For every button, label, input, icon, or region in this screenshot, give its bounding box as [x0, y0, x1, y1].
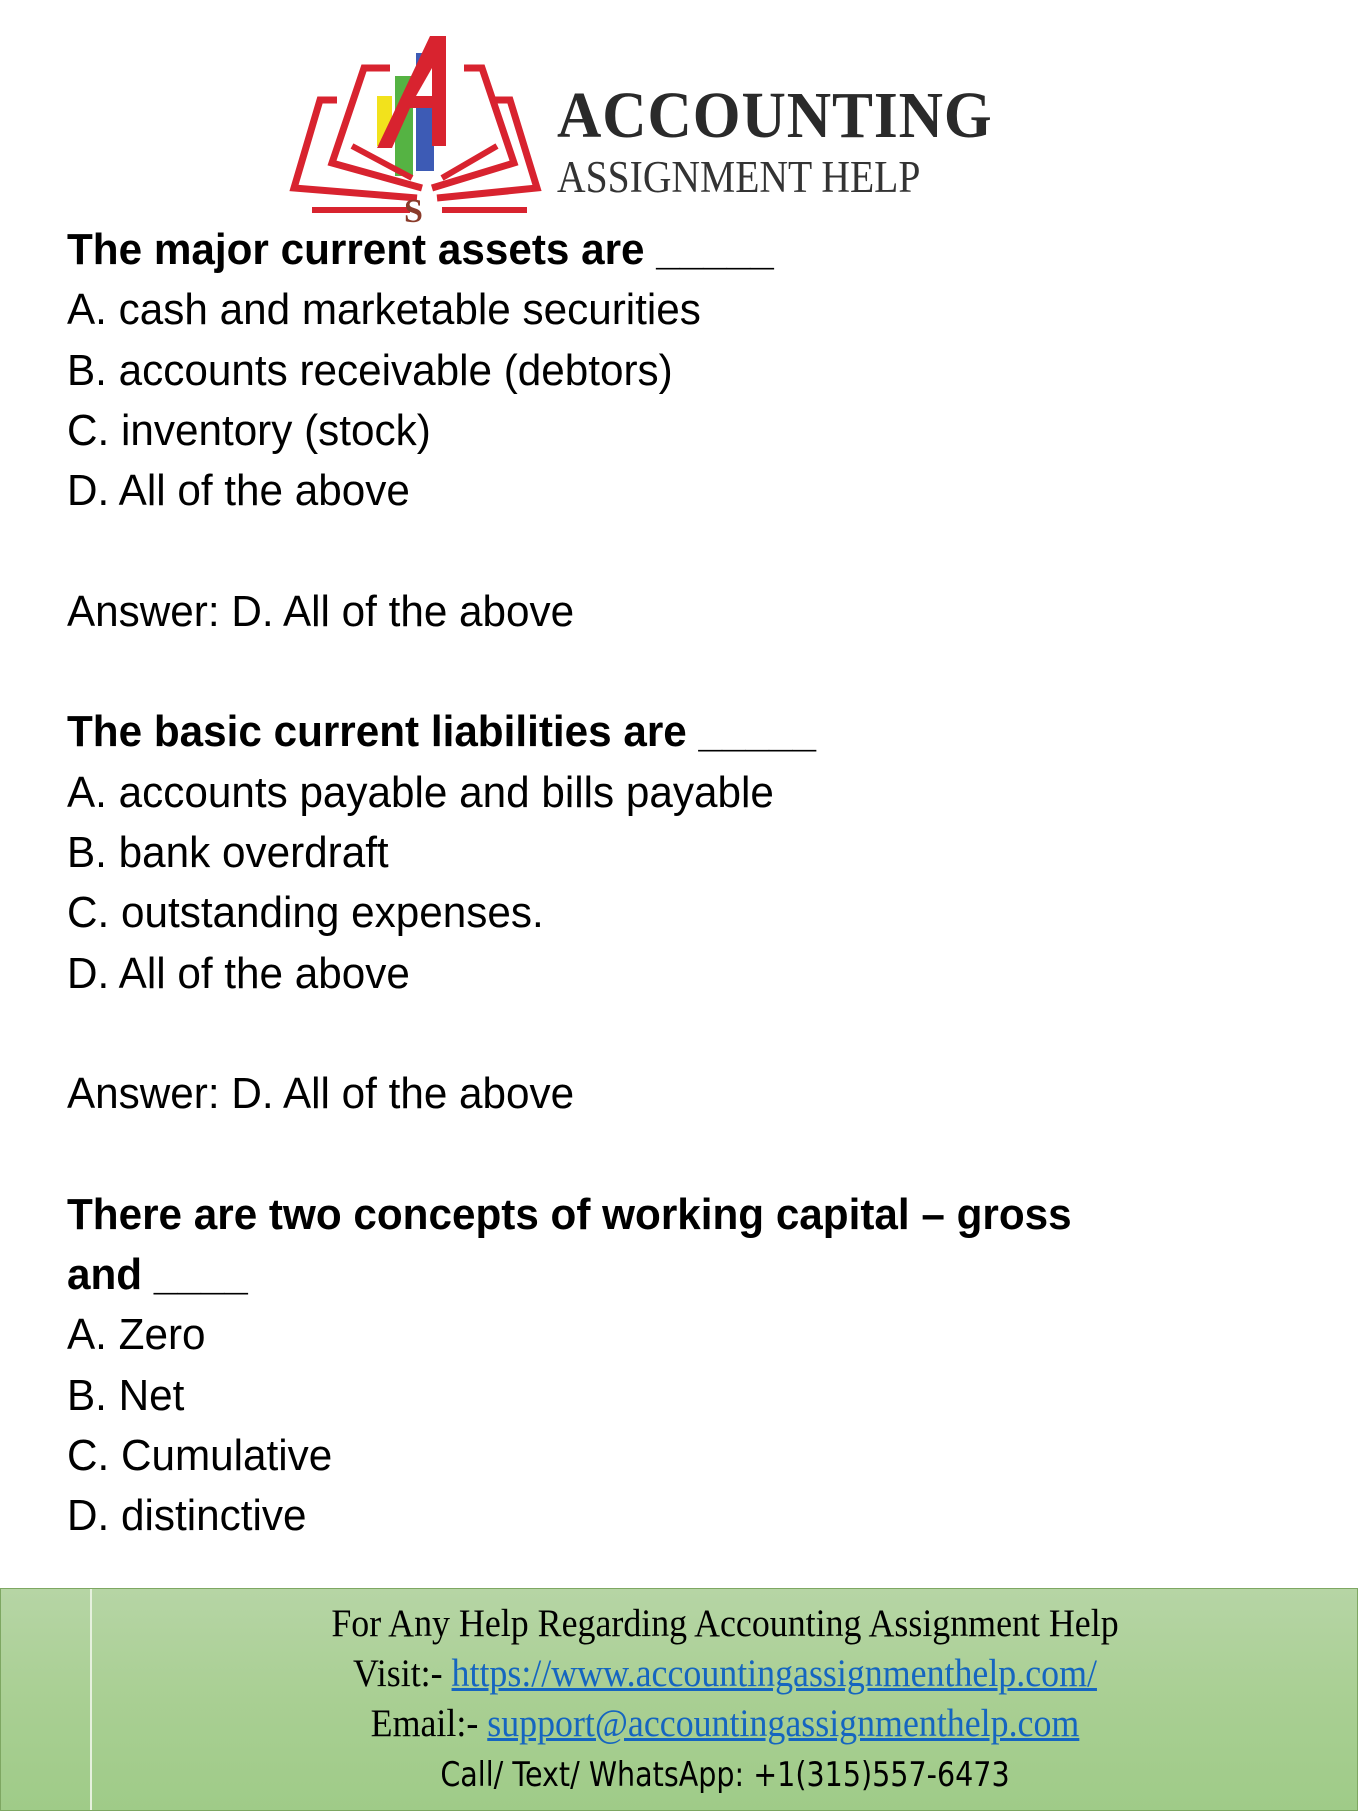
question-block-3: [67, 1185, 1337, 1547]
footer-divider: [90, 1589, 92, 1810]
answer-text: Answer: D. All of the above: [67, 586, 575, 636]
visit-row: [144, 1649, 1307, 1699]
contact-footer: [0, 1588, 1358, 1811]
email-label: Email:-: [370, 1702, 488, 1745]
logo-subtitle: ASSIGNMENT HELP: [557, 152, 921, 202]
open-book-letter-a-icon: [282, 28, 552, 223]
logo-title: ACCOUNTING: [557, 79, 993, 152]
option-b: B. Net: [67, 1370, 185, 1420]
question-block-2: [67, 702, 1337, 1184]
question-text: The major current assets are _____: [67, 225, 774, 274]
website-link[interactable]: https://www.accountingassignmenthelp.com/: [451, 1652, 1097, 1695]
option-d: D. distinctive: [67, 1491, 307, 1541]
email-row: [144, 1699, 1307, 1749]
question-block-1: [67, 220, 1337, 702]
brand-logo: [282, 28, 1022, 223]
visit-label: Visit:-: [353, 1652, 452, 1695]
option-a: A. Zero: [67, 1310, 206, 1360]
option-c: C. Cumulative: [67, 1430, 333, 1480]
svg-text:S: S: [404, 193, 423, 223]
question-text-line1: There are two concepts of working capital – gross: [67, 1189, 1072, 1239]
phone-text: Call/ Text/ WhatsApp: +1(315)557-6473: [440, 1755, 1010, 1795]
option-d: D. All of the above: [67, 948, 410, 998]
email-link[interactable]: support@accountingassignmenthelp.com: [487, 1702, 1080, 1745]
question-text-line2: and ____: [67, 1250, 248, 1300]
option-b: B. accounts receivable (debtors): [67, 345, 673, 395]
option-c: C. outstanding expenses.: [67, 888, 544, 938]
quiz-content: [67, 220, 1337, 1547]
option-d: D. All of the above: [67, 466, 410, 516]
help-text: For Any Help Regarding Accounting Assignment Help: [331, 1602, 1119, 1645]
question-text: The basic current liabilities are _____: [67, 707, 816, 757]
option-a: A. accounts payable and bills payable: [67, 767, 774, 817]
answer-text: Answer: D. All of the above: [67, 1069, 575, 1119]
option-a: A. cash and marketable securities: [67, 285, 701, 335]
option-b: B. bank overdraft: [67, 827, 389, 877]
option-c: C. inventory (stock): [67, 405, 431, 455]
